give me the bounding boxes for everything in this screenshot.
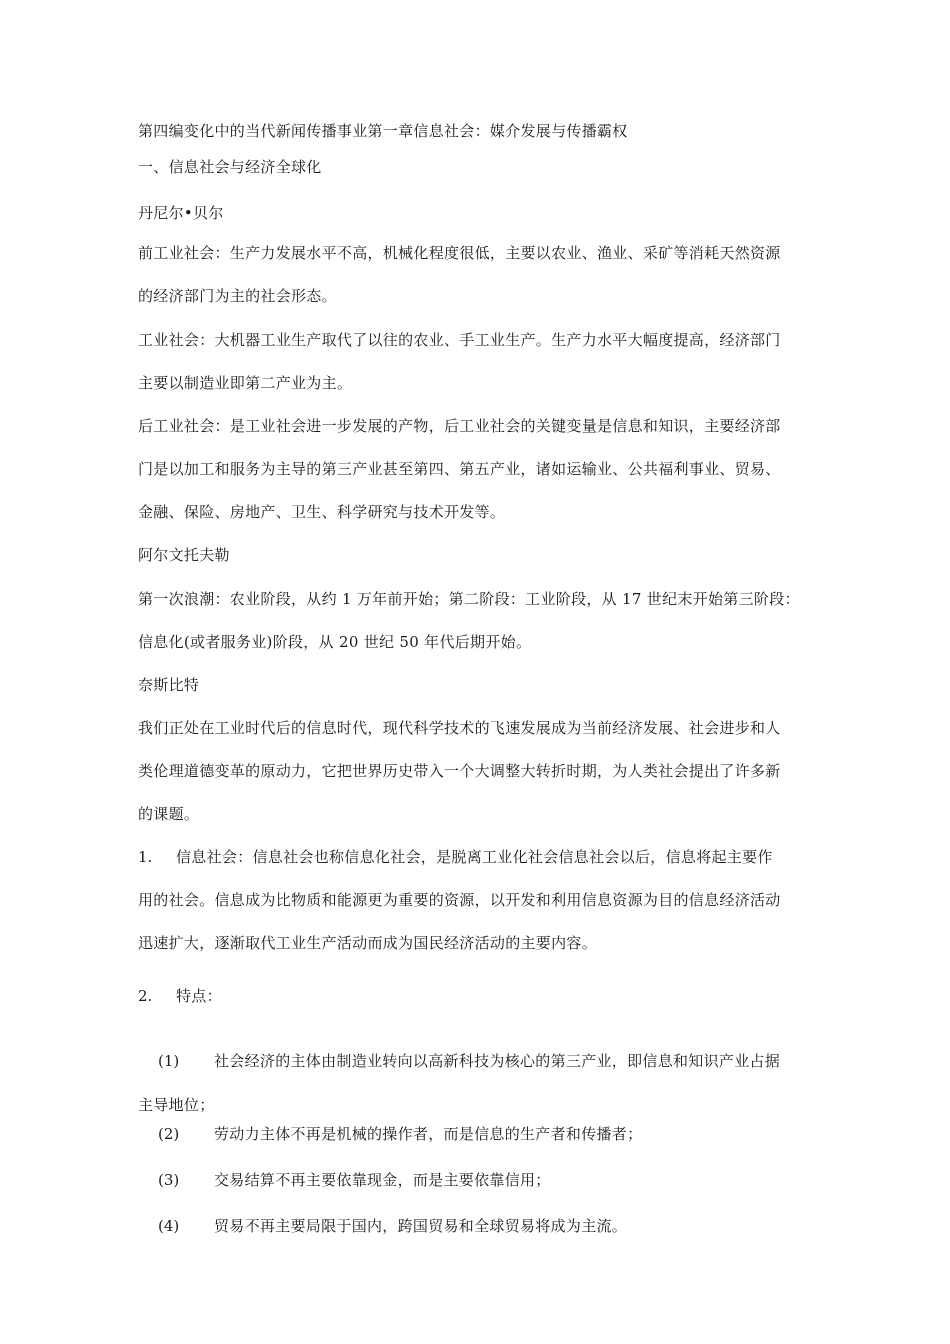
author-toffler: 阿尔文托夫勒: [138, 546, 230, 564]
item-1-line-2: 用的社会。信息成为比物质和能源更为重要的资源，以开发和利用信息资源为目的信息经济活动: [138, 891, 781, 909]
industrial-line-1: 工业社会：大机器工业生产取代了以往的农业、手工业生产。生产力水平大幅度提高，经济部门: [138, 331, 781, 349]
post-industrial-line-2: 门是以加工和服务为主导的第三产业甚至第四、第五产业，诸如运输业、公共福利事业、贸易、: [138, 460, 781, 478]
feature-1-number: (1): [158, 1052, 180, 1070]
feature-1-line-2: 主导地位；: [138, 1096, 215, 1114]
industrial-line-2: 主要以制造业即第二产业为主。: [138, 374, 353, 392]
item-1-line-3: 迅速扩大，逐渐取代工业生产活动而成为国民经济活动的主要内容。: [138, 934, 598, 952]
feature-4-line-1: 贸易不再主要局限于国内，跨国贸易和全球贸易将成为主流。: [214, 1217, 628, 1235]
item-2-number: 2.: [138, 987, 153, 1005]
naisbitt-line-2: 类伦理道德变革的原动力，它把世界历史带入一个大调整大转折时期，为人类社会提出了许多新: [138, 762, 781, 780]
document-title: 第四编变化中的当代新闻传播事业第一章信息社会：媒介发展与传播霸权: [138, 122, 628, 140]
waves-line-1: 第一次浪潮：农业阶段，从约 1 万年前开始；第二阶段：工业阶段，从 17 世纪末开始第三阶段：: [138, 590, 800, 608]
feature-3-line-1: 交易结算不再主要依靠现金，而是主要依靠信用；: [214, 1171, 551, 1189]
waves-line-2: 信息化(或者服务业)阶段，从 20 世纪 50 年代后期开始。: [138, 633, 532, 651]
post-industrial-line-3: 金融、保险、房地产、卫生、科学研究与技术开发等。: [138, 503, 506, 521]
pre-industrial-line-1: 前工业社会：生产力发展水平不高，机械化程度很低，主要以农业、渔业、采矿等消耗天然资源: [138, 244, 781, 262]
feature-4-number: (4): [158, 1217, 180, 1235]
author-bell: 丹尼尔•贝尔: [138, 204, 224, 222]
author-naisbitt: 奈斯比特: [138, 676, 200, 694]
item-1-line-1: 信息社会：信息社会也称信息化社会，是脱离工业化社会信息社会以后，信息将起主要作: [176, 848, 773, 866]
post-industrial-line-1: 后工业社会：是工业社会进一步发展的产物，后工业社会的关键变量是信息和知识，主要经济部: [138, 417, 781, 435]
feature-1-line-1: 社会经济的主体由制造业转向以高新科技为核心的第三产业，即信息和知识产业占据: [214, 1052, 781, 1070]
feature-3-number: (3): [158, 1171, 180, 1189]
section-heading: 一、信息社会与经济全球化: [138, 158, 322, 176]
item-2-label: 特点：: [176, 987, 222, 1005]
feature-2-line-1: 劳动力主体不再是机械的操作者，而是信息的生产者和传播者；: [214, 1125, 643, 1143]
feature-2-number: (2): [158, 1125, 180, 1143]
naisbitt-line-3: 的课题。: [138, 805, 200, 823]
item-1-number: 1.: [138, 848, 153, 866]
pre-industrial-line-2: 的经济部门为主的社会形态。: [138, 287, 337, 305]
naisbitt-line-1: 我们正处在工业时代后的信息时代，现代科学技术的飞速发展成为当前经济发展、社会进步和人: [138, 719, 781, 737]
